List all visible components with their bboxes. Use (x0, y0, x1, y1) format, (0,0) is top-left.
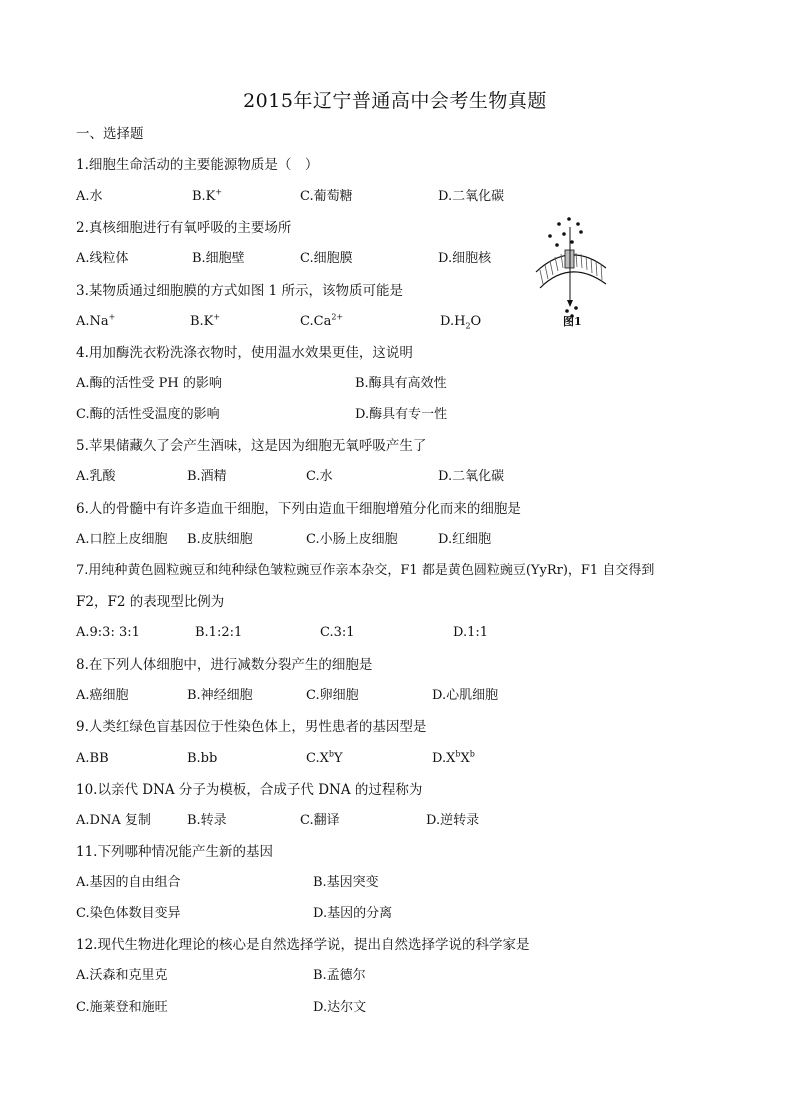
q4-option-a: A.酶的活性受 PH 的影响 (76, 376, 222, 391)
q3-option-c: $C.Ca^{2+}$ (300, 312, 344, 329)
q10-option-d: D.逆转录 (426, 813, 480, 828)
q4-option-d: D.酶具有专一性 (355, 407, 448, 422)
question-7-stem: 7.用纯种黄色圆粒豌豆和纯种绿色皱粒豌豆作亲本杂交，F1 都是黄色圆粒豌豆(YyRr)，F1 自交得到 (76, 563, 655, 578)
q6-option-a: A.口腔上皮细胞 (76, 532, 168, 547)
question-8-stem: 8.在下列人体细胞中，进行减数分裂产生的细胞是 (76, 657, 373, 673)
question-3-stem: 3.某物质通过细胞膜的方式如图 1 所示，该物质可能是 (76, 283, 404, 299)
q1-option-a: A.水 (76, 189, 103, 204)
q6-option-d: D.红细胞 (438, 532, 492, 547)
q7-option-a: A.9:3: 3:1 (76, 625, 140, 640)
question-2-stem: 2.真核细胞进行有氧呼吸的主要场所 (76, 220, 292, 236)
q2-option-d: D.细胞核 (438, 251, 492, 266)
question-11-stem: 11.下列哪种情况能产生新的基因 (76, 844, 273, 860)
q9-option-b: B.bb (187, 751, 218, 766)
q9-option-c: $C.X^bY$ (306, 749, 343, 766)
q8-option-a: A.癌细胞 (76, 688, 129, 703)
question-4-stem: 4.用加酶洗衣粉洗涤衣物时，使用温水效果更佳，这说明 (76, 345, 413, 361)
question-1-stem: 1.细胞生命活动的主要能源物质是（ ） (76, 157, 319, 173)
q11-option-b: B.基因突变 (313, 875, 379, 890)
q5-option-b: B.酒精 (187, 469, 227, 484)
question-6-stem: 6.人的骨髓中有许多造血干细胞，下列由造血干细胞增殖分化而来的细胞是 (76, 501, 521, 517)
q11-option-c: C.染色体数目变异 (76, 906, 181, 921)
q6-option-b: B.皮肤细胞 (187, 532, 253, 547)
page-title: 2015年辽宁普通高中会考生物真题 (243, 90, 547, 112)
q10-option-b: B.转录 (187, 813, 227, 828)
q2-option-a: A.线粒体 (76, 251, 129, 266)
q7-option-c: C.3:1 (320, 625, 355, 640)
q2-option-b: B.细胞壁 (192, 251, 245, 266)
question-5-stem: 5.苹果储藏久了会产生酒味，这是因为细胞无氧呼吸产生了 (76, 438, 427, 454)
q9-option-a: A.BB (76, 751, 109, 766)
q11-option-a: A.基因的自由组合 (76, 875, 181, 890)
q7-option-b: B.1:2:1 (195, 625, 243, 640)
q5-option-c: C.水 (306, 469, 333, 484)
q7-option-d: D.1:1 (453, 625, 489, 640)
q12-option-d: D.达尔文 (313, 1000, 367, 1015)
section-heading: 一、选择题 (76, 126, 144, 142)
q10-option-a: A.DNA 复制 (76, 813, 151, 828)
q3-option-a: A.Na+ (76, 312, 116, 329)
figure-1-label: 图1 (563, 315, 582, 328)
q3-option-d: $D.H_2O$ (440, 314, 482, 331)
question-12-stem: 12.现代生物进化理论的核心是自然选择学说，提出自然选择学说的科学家是 (76, 937, 530, 953)
q11-option-d: D.基因的分离 (313, 906, 393, 921)
q4-option-c: C.酶的活性受温度的影响 (76, 407, 220, 422)
question-9-stem: 9.人类红绿色盲基因位于性染色体上，男性患者的基因型是 (76, 719, 427, 735)
q2-option-c: C.细胞膜 (300, 251, 353, 266)
q6-option-c: C.小肠上皮细胞 (306, 532, 398, 547)
q12-option-c: C.施莱登和施旺 (76, 1000, 168, 1015)
q8-option-d: D.心肌细胞 (432, 688, 499, 703)
q9-option-d: $D.X^bX^b$ (432, 749, 475, 766)
q1-option-b: B.K+ (192, 187, 223, 204)
q5-option-d: D.二氧化碳 (438, 469, 505, 484)
q1-option-d: D.二氧化碳 (438, 189, 505, 204)
q4-option-b: B.酶具有高效性 (355, 376, 447, 391)
q1-option-c: C.葡萄糖 (300, 189, 353, 204)
q12-option-a: A.沃森和克里克 (76, 968, 168, 983)
question-7-stem-continued: F2，F2 的表现型比例为 (76, 594, 225, 610)
q10-option-c: C.翻译 (300, 813, 340, 828)
q3-option-b: B.K+ (190, 312, 221, 329)
q8-option-c: C.卵细胞 (306, 688, 359, 703)
question-10-stem: 10.以亲代 DNA 分子为模板，合成子代 DNA 的过程称为 (76, 782, 423, 798)
q8-option-b: B.神经细胞 (187, 688, 253, 703)
q12-option-b: B.孟德尔 (313, 968, 366, 983)
q5-option-a: A.乳酸 (76, 469, 116, 484)
